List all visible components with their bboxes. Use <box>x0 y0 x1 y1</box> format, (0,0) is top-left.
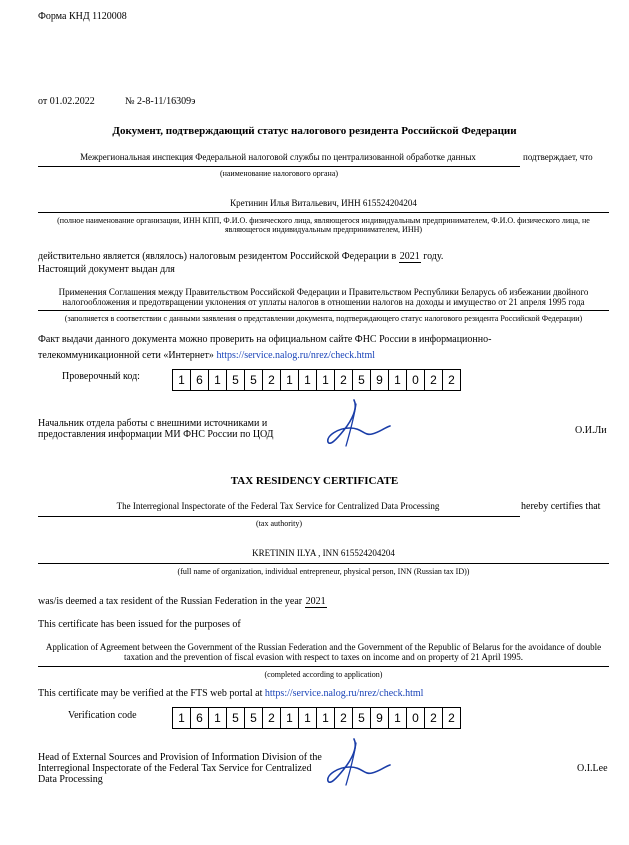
code-digit-cell: 1 <box>280 369 299 391</box>
document-number: № 2-8-11/16309э <box>125 96 196 107</box>
code-digit-cell: 1 <box>388 707 407 729</box>
code-digit-cell: 1 <box>298 707 317 729</box>
ru-taxpayer-caption: (полное наименование организации, ИНН КПП, Ф.И.О. физического лица, являющегося индивидуальным предпринимателем, Ф.И.О. физического лица, не являющегося индивидуальным предпринимателем, ИНН) <box>57 216 590 234</box>
code-digit-cell: 1 <box>172 707 191 729</box>
ru-authority-line <box>38 166 520 167</box>
code-digit-cell: 5 <box>352 707 371 729</box>
ru-confirms: подтверждает, что <box>523 152 593 162</box>
code-digit-cell: 2 <box>262 369 281 391</box>
ru-resident-statement <box>38 251 443 262</box>
code-digit-cell: 1 <box>280 707 299 729</box>
ru-resident-text: действительно является (являлось) налоговым резидентом Российской Федерации в <box>38 251 397 262</box>
ru-authority: Межрегиональная инспекция Федеральной налоговой службы по централизованной обработке данных <box>80 152 476 162</box>
en-verify-link[interactable]: https://service.nalog.ru/nrez/check.html <box>264 688 424 699</box>
ru-issued-for: Настоящий документ выдан для <box>38 264 175 275</box>
ru-taxpayer-line <box>38 212 609 213</box>
ru-verify-text: телекоммуникационной сети «Интернет» <box>38 350 214 361</box>
ru-authority-caption: (наименование налогового органа) <box>219 169 339 178</box>
en-code-label: Verification code <box>68 710 137 721</box>
ru-purpose: Применения Соглашения между Правительством Российской Федерации и Правительством Республики Беларусь об избежании двойного налогообложения и предотвращении уклонения от уплаты налогов в отношении налогов на доходы и имущество от 21 апреля 1995 года <box>58 287 589 307</box>
en-verify-text: This certificate may be verified at the FTS web portal at <box>38 688 263 699</box>
code-digit-cell: 5 <box>352 369 371 391</box>
ru-verify-line1: Факт выдачи данного документа можно проверить на официальном сайте ФНС России в информационно- <box>38 334 492 345</box>
code-digit-cell: 1 <box>208 369 227 391</box>
code-digit-cell: 6 <box>190 707 209 729</box>
en-signer-name: O.I.Lee <box>577 763 608 774</box>
en-taxpayer: KRETININ ILYA , INN 615524204204 <box>252 548 395 558</box>
code-digit-cell: 1 <box>298 369 317 391</box>
en-year: 2021 <box>305 596 326 607</box>
code-digit-cell: 2 <box>334 369 353 391</box>
code-digit-cell: 1 <box>388 369 407 391</box>
en-certifies: hereby certifies that <box>521 501 601 512</box>
ru-year: 2021 <box>399 251 420 262</box>
en-resident-statement <box>38 596 327 607</box>
form-code: Форма КНД 1120008 <box>38 11 127 22</box>
code-digit-cell: 5 <box>226 707 245 729</box>
code-digit-cell: 9 <box>370 369 389 391</box>
document-date: от 01.02.2022 <box>38 96 95 107</box>
en-taxpayer-caption: (full name of organization, individual entrepreneur, physical person, INN (Russian tax ID)) <box>177 567 470 576</box>
code-digit-cell: 2 <box>424 369 443 391</box>
en-title: TAX RESIDENCY CERTIFICATE <box>230 475 399 487</box>
ru-title: Документ, подтверждающий статус налогового резидента Российской Федерации <box>112 125 517 137</box>
en-purpose-line <box>38 666 609 667</box>
code-digit-cell: 2 <box>334 707 353 729</box>
code-digit-cell: 1 <box>316 707 335 729</box>
en-signature-image <box>324 737 394 789</box>
en-resident-text: was/is deemed a tax resident of the Russian Federation in the year <box>38 596 303 607</box>
code-digit-cell: 2 <box>442 707 461 729</box>
en-authority: The Interregional Inspectorate of the Federal Tax Service for Centralized Data Processing <box>116 501 440 511</box>
ru-year-suffix: году. <box>423 251 444 262</box>
code-digit-cell: 1 <box>208 707 227 729</box>
ru-signature-image <box>324 398 394 450</box>
code-digit-cell: 1 <box>316 369 335 391</box>
en-signer-title: Head of External Sources and Provision of Information Division of the Interregional Inspectorate of the Federal Tax Service for Centralized Data Processing <box>38 752 322 785</box>
en-verification-code <box>172 707 461 729</box>
ru-verification-code <box>172 369 461 391</box>
ru-taxpayer: Кретинин Илья Витальевич, ИНН 615524204204 <box>230 198 417 208</box>
ru-purpose-line <box>38 310 609 311</box>
code-digit-cell: 2 <box>262 707 281 729</box>
ru-code-label: Проверочный код: <box>62 371 140 382</box>
code-digit-cell: 5 <box>244 369 263 391</box>
en-purpose-caption: (completed according to application) <box>264 670 383 679</box>
ru-purpose-caption: (заполняется в соответствии с данными заявления о представлении документа, подтверждающего статус налогового резидента Российской Федерации) <box>64 314 583 323</box>
en-issued-for: This certificate has been issued for the purposes of <box>38 619 241 630</box>
code-digit-cell: 1 <box>172 369 191 391</box>
code-digit-cell: 2 <box>424 707 443 729</box>
en-authority-caption: (tax authority) <box>256 519 302 528</box>
code-digit-cell: 6 <box>190 369 209 391</box>
en-verify-line <box>38 688 423 699</box>
ru-signer-title: Начальник отдела работы с внешними источниками и предоставления информации МИ ФНС России по ЦОД <box>38 418 274 440</box>
code-digit-cell: 9 <box>370 707 389 729</box>
ru-verify-line2 <box>38 350 375 361</box>
code-digit-cell: 5 <box>244 707 263 729</box>
en-taxpayer-line <box>38 563 609 564</box>
code-digit-cell: 0 <box>406 707 425 729</box>
code-digit-cell: 0 <box>406 369 425 391</box>
code-digit-cell: 5 <box>226 369 245 391</box>
code-digit-cell: 2 <box>442 369 461 391</box>
en-purpose: Application of Agreement between the Government of the Russian Federation and the Government of the Republic of Belarus for the avoidance of double taxation and the prevention of fiscal evasion with respect to taxes on income and on property of 21 April 1995. <box>45 642 602 662</box>
ru-verify-link[interactable]: https://service.nalog.ru/nrez/check.html <box>216 350 375 361</box>
ru-signer-name: О.И.Ли <box>575 425 607 436</box>
en-authority-line <box>38 516 520 517</box>
